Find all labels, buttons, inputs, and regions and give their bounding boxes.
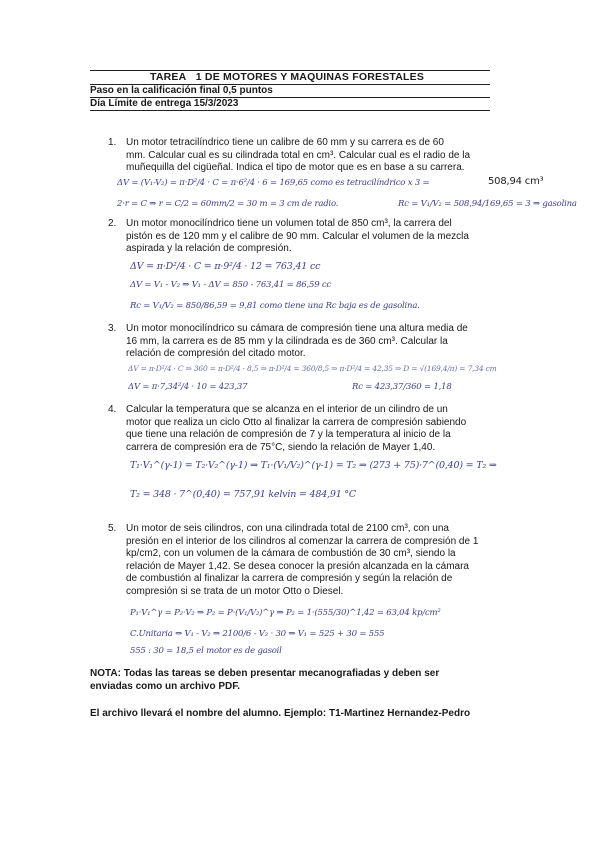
handwriting-answer: Rc = 423,37/360 = 1,18	[352, 382, 452, 392]
question-line: Calcular la temperatura que se alcanza en el interior de un cilindro de un	[126, 404, 448, 415]
header-title-text: 1 DE MOTORES Y MAQUINAS FORESTALES	[195, 71, 425, 83]
question-line: muñequilla del cigüeñal. Indica el tipo de motor que es en base a su carrera.	[126, 162, 465, 173]
note-filename	[90, 708, 530, 721]
question-line: Un motor monocilíndrico tiene un volumen total de 850 cm³, la carrera del	[126, 218, 452, 229]
question-line: Un motor tetracilíndrico tiene un calibre de 60 mm y su carrera es de 60	[126, 137, 444, 148]
question-line: mm. Calcular cual es su cilindrada total en cm³. Calcular cual es el radio de la	[126, 149, 471, 161]
note-line: enviadas como un archivo PDF.	[90, 680, 241, 692]
header-weight-line	[90, 85, 490, 98]
header-title-prefix: TAREA	[150, 71, 187, 83]
question-line: relación de Mayer 1,42. Se desea conocer la presión alcanzada en la cámara	[126, 560, 469, 572]
question-number: 5.	[108, 523, 117, 534]
question-line: relación de compresión del citado motor.	[126, 348, 306, 359]
question-number: 1.	[108, 137, 117, 148]
question-line: presión en el interior de los cilindros al comenzar la carrera de compresión de 1	[126, 535, 479, 547]
question-text	[126, 523, 526, 598]
handwriting-answer: ΔV = (V₁-V₂) = π·D²/4 · C = π·6²/4 · 6 = 169,65 como es tetracilíndrico x 3 =	[117, 178, 430, 188]
handwriting-result: 508,94 cm³	[488, 176, 544, 187]
weight-text: Paso en la calificación final 0,5 puntos	[90, 85, 273, 96]
header-title-row	[90, 71, 490, 85]
question-line: 16 mm, la carrera es de 85 mm y la cilindrada es de 360 cm³. Calcular la	[126, 335, 448, 347]
question-line: kp/cm2, con un volumen de la cámara de combustión de 30 cm³, siendo la	[126, 548, 456, 559]
question-number: 4.	[108, 404, 117, 415]
question-line: que tiene una relación de compresión de 7 y la temperatura al inicio de la	[126, 429, 451, 440]
question-text	[126, 404, 526, 454]
handwriting-answer: ΔV = π·7,34²/4 · 10 = 423,37	[128, 382, 248, 392]
question-number: 2.	[108, 218, 117, 229]
question-text	[126, 323, 526, 361]
question-number: 3.	[108, 323, 117, 334]
question-line: Un motor monocilíndrico su cámara de compresión tiene una altura media de	[126, 323, 468, 334]
handwriting-answer: 2·r = C ⇒ r = C/2 = 60mm/2 = 30 m = 3 cm de radio.	[117, 199, 339, 209]
question-line: aspirada y la relación de compresión.	[126, 243, 292, 254]
header-title	[130, 71, 490, 84]
handwriting-answer: Rc = V₁/V₂ = 508,94/169,65 = 3 ⇒ gasolina	[398, 199, 577, 209]
question-line: de combustión al finalizar la carrera de compresión y según la relación de	[126, 573, 453, 584]
deadline-text: Día Límite de entrega 15/3/2023	[90, 98, 239, 109]
question-line: pistón es de 120 mm y el calibre de 90 mm. Calcular el volumen de la mezcla	[126, 230, 469, 242]
note-line: NOTA: Todas las tareas se deben presentar mecanografiadas y deben ser	[90, 668, 440, 679]
question-line: motor que realiza un ciclo Otto al finalizar la carrera de compresión sabiendo	[126, 416, 467, 428]
handwriting-answer: C.Unitaria ⇒ V₁ - V₂ ⇒ 2100/6 - V₂ · 30 ⇒ V₁ = 525 + 30 = 555	[130, 629, 385, 639]
handwriting-answer: P₁·V₁^γ = P₂·V₂ ⇒ P₂ = P·(V₁/V₂)^γ ⇒ P₂ = 1·(555/30)^1,42 = 63,04 kp/cm²	[130, 608, 441, 618]
question-text	[126, 137, 526, 175]
question-text	[126, 218, 526, 256]
header-deadline-line	[90, 98, 490, 110]
question-line: Un motor de seis cilindros, con una cilindrada total de 2100 cm³, con una	[126, 523, 449, 534]
handwriting-answer: ΔV = π·D²/4 · C ⇒ 360 = π·D²/4 · 8,5 ⇒ π·D²/4 = 360/8,5 ⇒ π·D²/4 = 42,35 ⇒ D = √(169,4/π) = 7,34 cm	[128, 364, 497, 373]
question-line: carrera de compresión era de 75°C, siendo la relación de Mayer 1,40.	[126, 441, 436, 453]
handwriting-answer: ΔV = V₁ - V₂ ⇒ V₁ - ΔV = 850 - 763,41 = 86,59 cc	[130, 280, 332, 290]
question-line: compresión si se trata de un motor Otto o Diesel.	[126, 585, 344, 597]
handwriting-answer: T₂ = 348 · 7^(0,40) = 757,91 kelvin = 484,91 °C	[130, 489, 356, 500]
handwriting-answer: Rc = V₁/V₂ = 850/86,59 = 9,81 como tiene una Rc baja es de gasolina.	[130, 301, 420, 311]
handwriting-answer: ΔV = π·D²/4 · C = π·9²/4 · 12 = 763,41 cc	[130, 261, 321, 272]
handwriting-answer: 555 : 30 = 18,5 el motor es de gasoil	[130, 646, 282, 656]
header-box	[90, 70, 490, 111]
handwriting-answer: T₁·V₁^(γ-1) = T₂·V₂^(γ-1) ⇒ T₁·(V₁/V₂)^(γ-1) = T₂ ⇒ (273 + 75)·7^(0,40) = T₂ ⇒	[130, 460, 497, 471]
note-line: El archivo llevará el nombre del alumno. Ejemplo: T1-Martinez Hernandez-Pedro	[90, 708, 471, 719]
header-spacer	[90, 71, 130, 84]
note-pdf	[90, 668, 530, 693]
